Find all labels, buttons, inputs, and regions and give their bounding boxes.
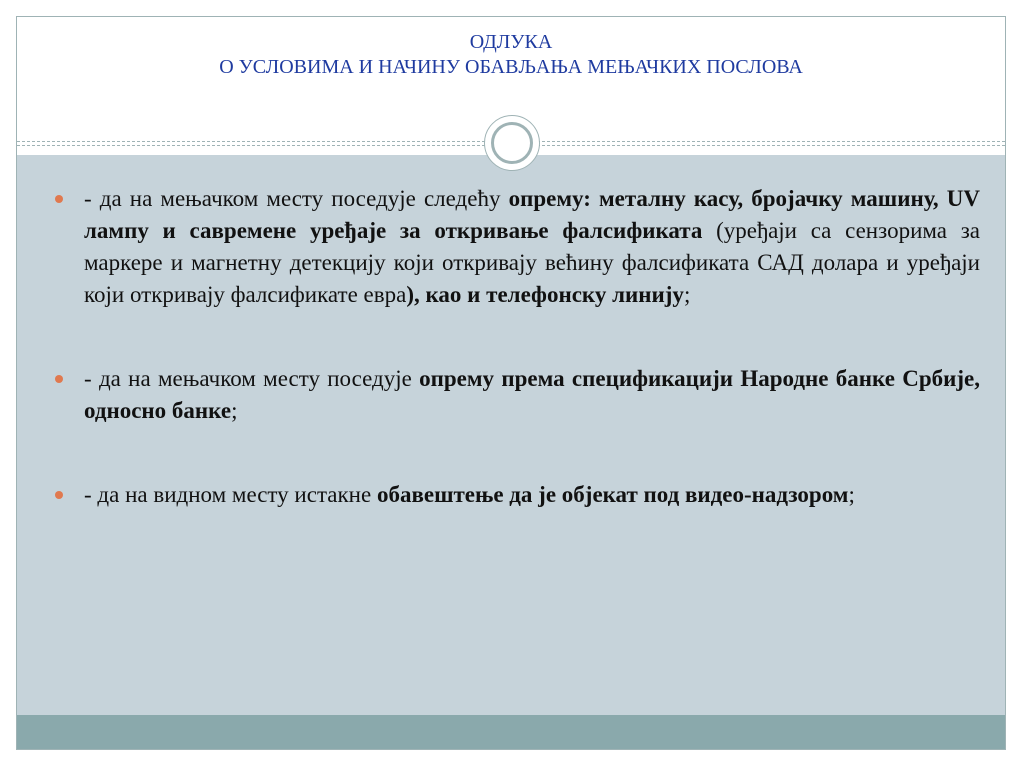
bullet-text: (уређаји са сензорима за маркере и магнетну детекцију који откривају већину фалсификата САД долара и уређаји који откривају фалсификате евра: [84, 218, 980, 307]
bullet-item-specification: [52, 363, 980, 427]
bullet-list: [52, 183, 980, 563]
bullet-text: - да на мењачком месту поседује: [84, 366, 420, 391]
bullet-text: ;: [848, 482, 855, 507]
title-line-1: ОДЛУКА: [469, 31, 553, 53]
bullet-dot-icon: [55, 195, 63, 203]
bullet-dot-icon: [55, 375, 63, 383]
title-line-2: О УСЛОВИМА И НАЧИНУ ОБАВЉАЊА МЕЊАЧКИХ ПОСЛОВА: [219, 56, 803, 78]
bullet-text: - да на мењачком месту поседује следећу: [84, 186, 509, 211]
bullet-dot-icon: [55, 491, 63, 499]
bullet-bold-text: опрему: металну касу, бројачку машину, UV лампу и савремене уређаје за откривање фалсификата: [84, 186, 980, 243]
circle-ornament-inner: [491, 122, 533, 164]
bullet-text: - да на видном месту истакне: [84, 482, 377, 507]
bullet-text: ;: [683, 282, 691, 307]
bullet-bold-text: опрему према спецификацији Народне банке Србије, односно банке: [84, 366, 980, 423]
bullet-item-equipment: [52, 183, 980, 311]
bullet-bold-text: ), као и телефонску линију: [406, 282, 684, 307]
bullet-text: ;: [231, 398, 238, 423]
bullet-bold-text: обавештење да је објекат под видео-надзором: [376, 482, 849, 507]
bullet-item-video-surveillance: [52, 479, 980, 511]
circle-ornament-icon: [484, 115, 540, 171]
bottom-band: [17, 715, 1005, 749]
